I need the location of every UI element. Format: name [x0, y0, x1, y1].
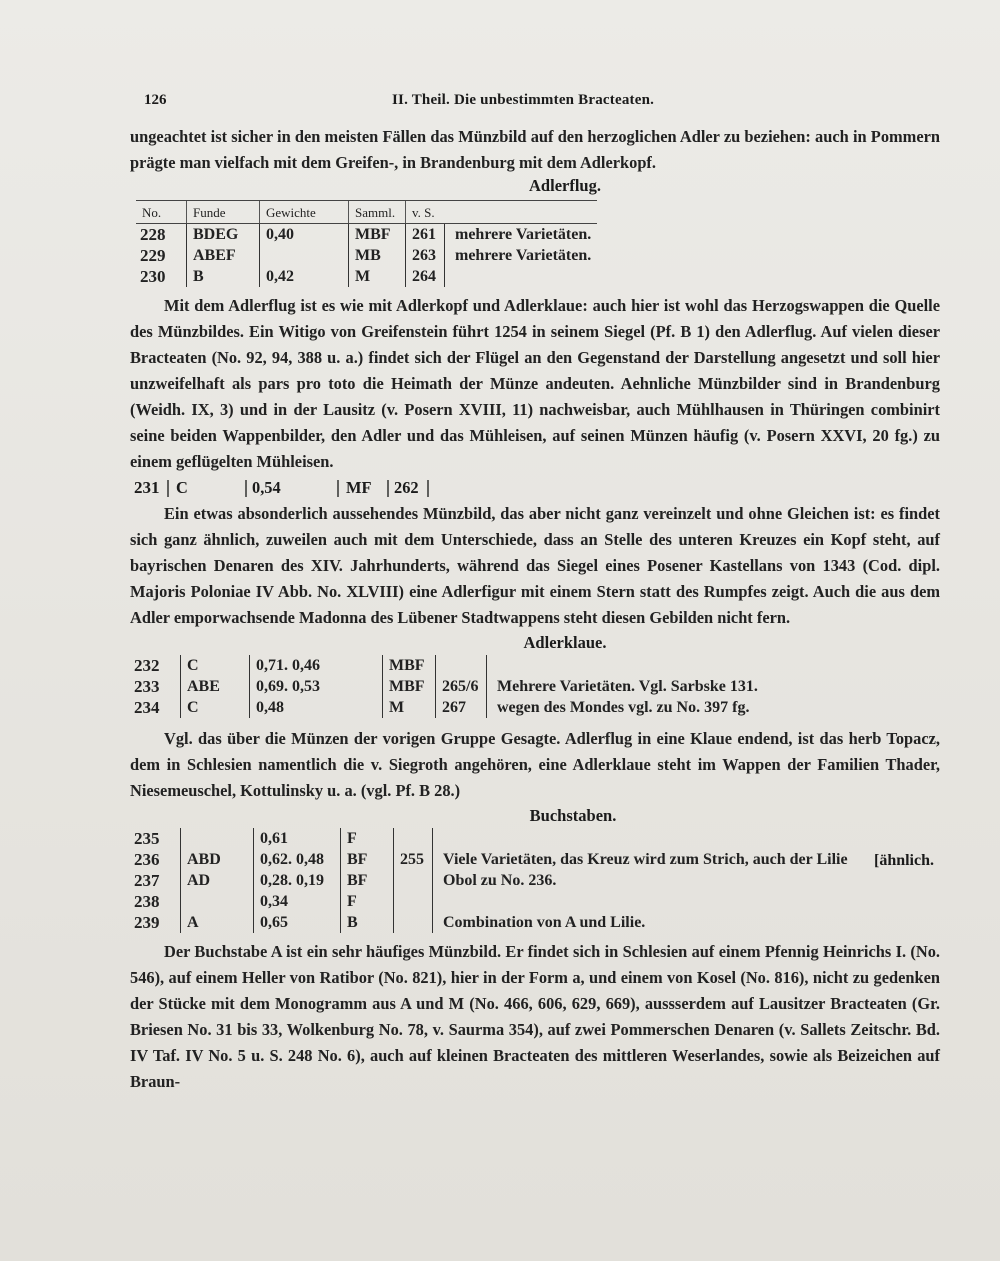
coin-number: 232 [134, 656, 160, 675]
coin-samml: MB [349, 245, 406, 266]
coin-gewichte: 0,69. 0,53 [250, 676, 383, 697]
section-heading-adlerflug: Adlerflug. [529, 176, 601, 195]
coin-number: 238 [134, 892, 160, 911]
row-231-vs: 262 [394, 478, 419, 497]
adlerklaue-row [130, 676, 764, 697]
col-no: No. [136, 201, 187, 224]
coin-number: 235 [134, 829, 160, 848]
coin-gewichte: 0,28. 0,19 [254, 870, 341, 891]
coin-vs [394, 870, 433, 891]
coin-funde [181, 828, 254, 849]
coin-funde: ABE [181, 676, 250, 697]
coin-funde [181, 891, 254, 912]
coin-funde: C [181, 697, 250, 718]
coin-gewichte: 0,42 [260, 266, 349, 287]
coin-number: 236 [134, 850, 160, 869]
coin-vs: 264 [406, 266, 445, 287]
coin-funde: ABD [181, 849, 254, 870]
coin-funde: C [181, 655, 250, 676]
coin-note: Combination von A und Lilie. [433, 912, 854, 933]
coin-number: 228 [140, 225, 166, 244]
aehnlich-continuation: [ähnlich. [873, 852, 934, 869]
buchstaben-row [130, 891, 854, 912]
page-body [130, 92, 940, 1095]
buchstaben-row [130, 912, 854, 933]
running-head [130, 92, 940, 118]
col-gewichte: Gewichte [260, 201, 349, 224]
page-number: 126 [144, 92, 167, 108]
adlerklaue-table [130, 655, 764, 718]
coin-number: 239 [134, 913, 160, 932]
coin-note: wegen des Mondes vgl. zu No. 397 fg. [487, 697, 764, 718]
coin-samml: MBF [349, 224, 406, 246]
row-231 [130, 475, 940, 501]
row-231-dividers [130, 478, 440, 498]
coin-samml: MBF [383, 655, 436, 676]
coin-samml: M [349, 266, 406, 287]
coin-vs: 263 [406, 245, 445, 266]
coin-vs [394, 912, 433, 933]
coin-samml: M [383, 697, 436, 718]
buchstaben-block [130, 828, 940, 933]
coin-note: Obol zu No. 236. [433, 870, 854, 891]
coin-number: 233 [134, 677, 160, 696]
adlerklaue-row [130, 655, 764, 676]
row-231-samml: MF [346, 478, 372, 497]
coin-vs: 267 [436, 697, 487, 718]
coin-gewichte: 0,61 [254, 828, 341, 849]
coin-funde: ABEF [187, 245, 260, 266]
coin-gewichte: 0,34 [254, 891, 341, 912]
coin-funde: B [187, 266, 260, 287]
col-vs: v. S. [406, 201, 445, 224]
coin-vs [394, 891, 433, 912]
table-header-row [136, 201, 597, 224]
coin-gewichte: 0,40 [260, 224, 349, 246]
coin-samml: BF [341, 849, 394, 870]
coin-vs: 255 [394, 849, 433, 870]
paragraph-231: Ein etwas absonderlich aussehendes Münzbild, das aber nicht ganz vereinzelt und ohne Gleichen ist: es findet sich ganz ähnlich, zuweilen auch mit dem Unterschiede, dass an Stelle des unteren Kreuzes ein Kopf steht, auf bayrischen Denaren des XIV. Jahrhunderts, während das Siegel eines Posener Kastellans von 1343 (Cod. dipl. Majoris Poloniae IV Abb. No. XLVIII) eine Adlerfigur mit einem Stern statt des Rumpfes zeigt. Auch die aus dem Adler emporwachsende Madonna des Lübener Stadtwappens steht diesen Gebilden nicht fern. [130, 504, 940, 627]
coin-funde: AD [181, 870, 254, 891]
row-231-funde: C [176, 478, 188, 497]
coin-samml: BF [341, 870, 394, 891]
adlerflug-row [136, 224, 597, 246]
buchstaben-row [130, 828, 854, 849]
coin-samml: F [341, 891, 394, 912]
coin-note: Viele Varietäten, das Kreuz wird zum Strich, auch der Lilie [433, 849, 854, 870]
intro-paragraph: ungeachtet ist sicher in den meisten Fällen das Münzbild auf den herzoglichen Adler zu beziehen: auch in Pommern prägte man vielfach mit dem Greifen-, in Brandenburg mit dem Adlerkopf. [130, 127, 940, 172]
coin-note [445, 266, 598, 287]
row-231-gew: 0,54 [252, 478, 281, 497]
coin-vs [436, 655, 487, 676]
coin-vs: 265/6 [436, 676, 487, 697]
adlerflug-row [136, 245, 597, 266]
paragraph-buchstaben: Der Buchstabe A ist ein sehr häufiges Münzbild. Er findet sich in Schlesien auf einem Pfennig Heinrichs I. (No. 546), auf einem Heller von Ratibor (No. 821), hier in der Form a, und einem von Kosel (No. 816), nicht zu gedenken der Stücke mit dem Monogramm aus A und M (No. 466, 606, 629, 669), aussserdem auf Lausitzer Bracteaten (Gr. Briesen No. 31 bis 33, Wolkenburg No. 78, v. Saurma 354), auf zwei Pommerschen Denaren (v. Sallets Zeitschr. Bd. IV Taf. IV No. 5 u. S. 248 No. 6), auch auf kleinen Bracteaten des mittleren Weserlandes, sowie als Beizeichen auf Braun- [130, 942, 940, 1091]
buchstaben-table [130, 828, 854, 933]
coin-vs: 261 [406, 224, 445, 246]
coin-gewichte: 0,48 [250, 697, 383, 718]
coin-funde: BDEG [187, 224, 260, 246]
coin-note [433, 828, 854, 849]
buchstaben-row [130, 870, 854, 891]
coin-note: mehrere Varietäten. [445, 224, 598, 246]
adlerklaue-row [130, 697, 764, 718]
coin-number: 237 [134, 871, 160, 890]
coin-gewichte: 0,65 [254, 912, 341, 933]
coin-funde: A [181, 912, 254, 933]
coin-samml: F [341, 828, 394, 849]
adlerflug-row [136, 266, 597, 287]
coin-note [433, 891, 854, 912]
adlerflug-table [136, 200, 597, 287]
section-heading-buchstaben: Buchstaben. [529, 806, 617, 825]
col-samml: Samml. [349, 201, 406, 224]
coin-note: mehrere Varietäten. [445, 245, 598, 266]
paragraph-adlerflug: Mit dem Adlerflug ist es wie mit Adlerkopf und Adlerklaue: auch hier ist wohl das Herzogswappen die Quelle des Münzbildes. Ein Witigo von Greifenstein führt 1254 in seinem Siegel (Pf. B 1) den Adlerflug. Auf vielen dieser Bracteaten (No. 92, 94, 388 u. a.) findet sich der Flügel an den Gegenstand der Darstellung angesetzt und soll hier unzweifelhaft als pars pro toto die Heimath der Münze andeuten. Aehnliche Münzbilder sind in Brandenburg (Weidh. IX, 3) und in der Lausitz (v. Posern XVIII, 11) nachweisbar, auch Mühlhausen in Thüringen combinirt seine beiden Wappenbilder, den Adler und das Mühleisen, auf seinen Münzen häufig (v. Posern XXVI, 20 fg.) zu einem geflügelten Mühleisen. [130, 296, 940, 471]
row-231-no: 231 [134, 478, 160, 497]
coin-note [487, 655, 764, 676]
coin-samml: MBF [383, 676, 436, 697]
buchstaben-row [130, 849, 854, 870]
section-heading-adlerklaue: Adlerklaue. [523, 633, 607, 652]
coin-number: 234 [134, 698, 160, 717]
coin-number: 229 [140, 246, 166, 265]
col-note [445, 201, 598, 224]
coin-note: Mehrere Varietäten. Vgl. Sarbske 131. [487, 676, 764, 697]
coin-number: 230 [140, 267, 166, 286]
coin-gewichte: 0,62. 0,48 [254, 849, 341, 870]
coin-samml: B [341, 912, 394, 933]
running-title: II. Theil. Die unbestimmten Bracteaten. [392, 92, 655, 108]
coin-vs [394, 828, 433, 849]
coin-gewichte: 0,71. 0,46 [250, 655, 383, 676]
col-funde: Funde [187, 201, 260, 224]
paragraph-adlerklaue: Vgl. das über die Münzen der vorigen Gruppe Gesagte. Adlerflug in eine Klaue endend, ist das herb Topacz, dem in Schlesien namentlich die v. Siegroth angehören, eine Adlerklaue steht im Wappen der Familien Thader, Niesemeuschel, Kottulinsky u. a. (vgl. Pf. B 28.) [130, 729, 940, 800]
coin-gewichte [260, 245, 349, 266]
